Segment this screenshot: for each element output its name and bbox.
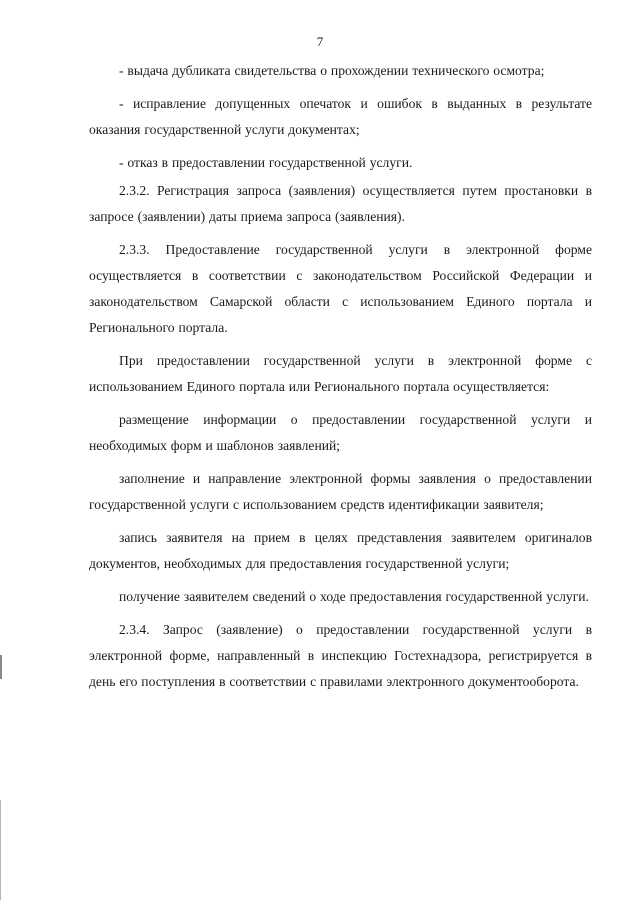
- paragraph-duplicate-certificate: - выдача дубликата свидетельства о прохождении технического осмотра;: [119, 63, 545, 78]
- scan-edge-mark: [0, 655, 2, 679]
- paragraph-status-info: получение заявителем сведений о ходе предоставления государственной услуги.: [119, 589, 589, 604]
- paragraph-appointment: запись заявителя на прием в целях представления заявителем оригиналов документов, необходимых для предоставления государственной услуги;: [89, 530, 592, 571]
- paragraph-form-filling: заполнение и направление электронной формы заявления о предоставлении государственной услуги с использованием средств идентификации заявителя;: [89, 471, 592, 512]
- paragraph-2-3-2: 2.3.2. Регистрация запроса (заявления) осуществляется путем простановки в запросе (заявлении) даты приема запроса (заявления).: [89, 183, 592, 224]
- scan-edge-mark: [0, 800, 1, 900]
- paragraph-electronic-form-intro: При предоставлении государственной услуги в электронной форме с использованием Единого портала или Регионального портала осуществляется:: [89, 353, 592, 394]
- paragraph-refusal: - отказ в предоставлении государственной услуги.: [119, 155, 413, 170]
- document-body: [89, 58, 592, 702]
- paragraph-correction-errors: - исправление допущенных опечаток и ошибок в выданных в результате оказания государственной услуги документах;: [89, 96, 592, 137]
- paragraph-2-3-3: 2.3.3. Предоставление государственной услуги в электронной форме осуществляется в соответствии с законодательством Российской Федерации и законодательством Самарской области с использованием Единого портала и Регионального портала.: [89, 242, 592, 335]
- paragraph-info-placement: размещение информации о предоставлении государственной услуги и необходимых форм и шаблонов заявлений;: [89, 412, 592, 453]
- page-number: 7: [316, 34, 324, 49]
- paragraph-2-3-4: 2.3.4. Запрос (заявление) о предоставлении государственной услуги в электронной форме, направленный в инспекцию Гостехнадзора, регистрируется в день его поступления в соответствии с правилами электронного документооборота.: [89, 622, 592, 689]
